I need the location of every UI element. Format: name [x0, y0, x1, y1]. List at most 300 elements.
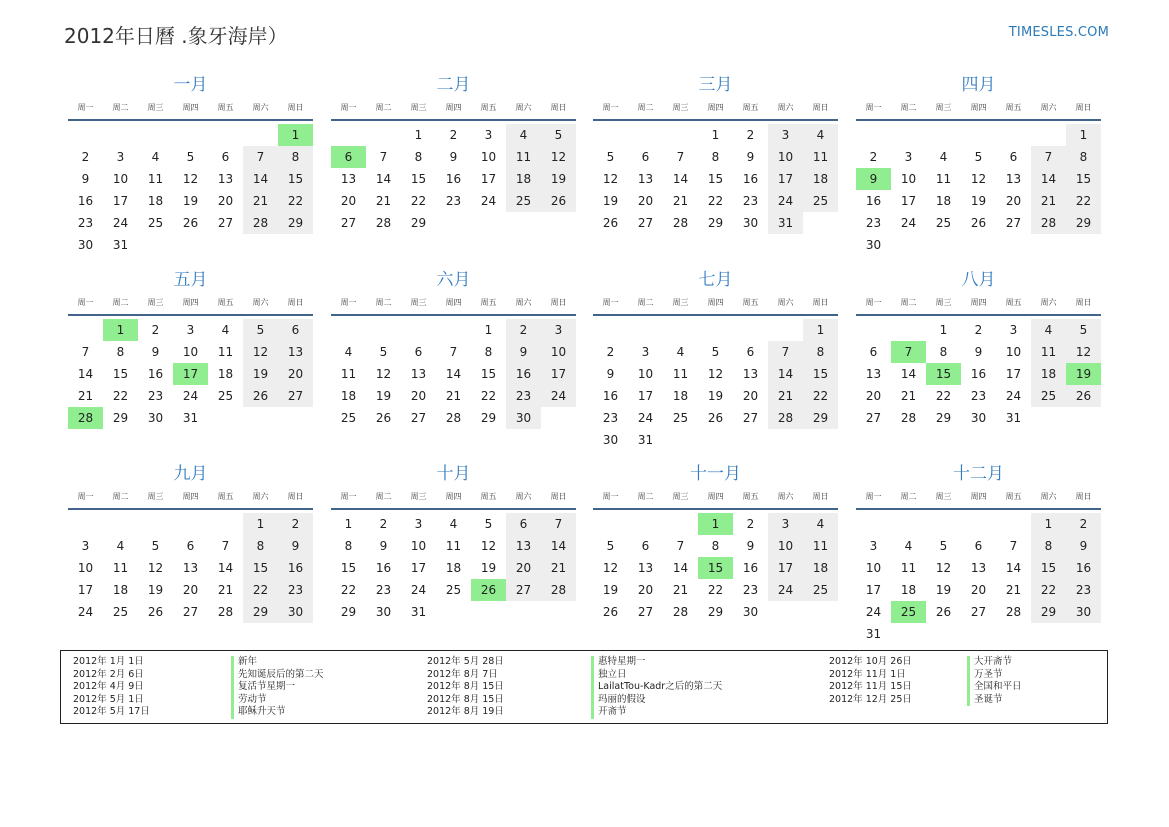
day-cell: 13 [742, 367, 759, 381]
month-block [856, 463, 1101, 641]
legend-date: 2012年 12月 25日 [829, 693, 912, 705]
day-cell: 8 [803, 341, 838, 363]
month-title: 三月 [698, 75, 733, 95]
day-cell: 12 [1066, 341, 1101, 363]
weekday-label: 周二 [637, 103, 654, 112]
day-cell: 2 [278, 513, 313, 535]
day-cell: 8 [278, 146, 313, 168]
holiday-day-cell: 15 [698, 557, 733, 579]
month-block [68, 74, 313, 252]
day-cell: 15 [707, 172, 724, 186]
day-cell: 8 [484, 345, 493, 359]
month-block [331, 74, 576, 230]
day-cell: 2 [379, 517, 388, 531]
day-cell: 14 [445, 367, 462, 381]
day-cell: 7 [768, 341, 803, 363]
month-block [856, 269, 1101, 425]
weekday-label: 周日 [550, 298, 567, 307]
weekday-label: 周六 [252, 492, 269, 501]
day-cell: 29 [278, 212, 313, 234]
day-cell: 18 [217, 367, 234, 381]
day-cell: 18 [340, 389, 357, 403]
day-cell: 13 [217, 172, 234, 186]
day-cell: 29 [340, 605, 357, 619]
day-cell: 4 [344, 345, 353, 359]
day-cell: 2 [746, 128, 755, 142]
weekday-label: 周六 [777, 103, 794, 112]
day-cell: 16 [77, 194, 94, 208]
month-block [68, 463, 313, 619]
weekday-label: 周一 [602, 298, 619, 307]
legend-date: 2012年 1月 1日 [73, 656, 144, 667]
day-cell: 14 [1031, 168, 1066, 190]
day-cell: 24 [865, 605, 882, 619]
day-cell: 29 [803, 407, 838, 429]
day-cell: 21 [1031, 190, 1066, 212]
day-cell: 20 [217, 194, 234, 208]
day-cell: 7 [676, 539, 685, 553]
weekday-label: 周三 [935, 103, 952, 112]
day-grid [331, 513, 576, 645]
day-cell: 19 [541, 168, 576, 190]
day-cell: 20 [340, 194, 357, 208]
day-cell: 10 [768, 535, 803, 557]
day-cell: 24 [182, 389, 199, 403]
day-cell: 13 [506, 535, 541, 557]
weekday-label: 周一 [340, 103, 357, 112]
day-cell: 10 [900, 172, 917, 186]
day-cell: 1 [1066, 124, 1101, 146]
holiday-day-cell: 6 [331, 146, 366, 168]
day-cell: 15 [480, 367, 497, 381]
day-cell: 4 [116, 539, 125, 553]
day-cell: 18 [672, 389, 689, 403]
legend-date: 2012年 8月 19日 [427, 706, 504, 717]
day-cell: 31 [1005, 411, 1022, 425]
day-cell: 27 [637, 605, 654, 619]
day-cell: 22 [340, 583, 357, 597]
day-cell: 9 [151, 345, 160, 359]
legend-holiday-name: 独立日 [591, 669, 627, 682]
weekday-label: 周五 [742, 298, 759, 307]
day-cell: 18 [935, 194, 952, 208]
month-block [856, 74, 1101, 252]
month-divider [331, 119, 576, 121]
month-divider [856, 508, 1101, 510]
day-cell: 4 [221, 323, 230, 337]
weekday-label: 周三 [410, 298, 427, 307]
day-cell: 23 [865, 216, 882, 230]
day-cell: 14 [375, 172, 392, 186]
weekday-label: 周三 [672, 492, 689, 501]
legend-date: 2012年 5月 1日 [73, 693, 144, 705]
day-cell: 10 [1005, 345, 1022, 359]
day-cell: 9 [746, 150, 755, 164]
day-grid [68, 319, 313, 451]
day-cell: 11 [506, 146, 541, 168]
day-cell: 6 [641, 150, 650, 164]
weekday-label: 周一 [865, 492, 882, 501]
day-cell: 14 [672, 172, 689, 186]
day-cell: 20 [410, 389, 427, 403]
weekday-label: 周四 [182, 103, 199, 112]
day-cell: 30 [77, 238, 94, 252]
day-cell: 23 [77, 216, 94, 230]
day-cell: 5 [939, 539, 948, 553]
legend-date: 2012年 5月 17日 [73, 706, 150, 717]
day-cell: 4 [506, 124, 541, 146]
day-cell: 19 [602, 583, 619, 597]
weekday-header [331, 296, 576, 310]
weekday-header [68, 101, 313, 115]
day-cell: 10 [410, 539, 427, 553]
weekday-label: 周五 [1005, 103, 1022, 112]
day-cell: 29 [410, 216, 427, 230]
day-cell: 14 [1005, 561, 1022, 575]
site-logo[interactable]: TIMESLES.COM [1008, 25, 1109, 40]
day-cell: 11 [112, 561, 129, 575]
day-cell: 2 [151, 323, 160, 337]
weekday-label: 周六 [1040, 298, 1057, 307]
day-cell: 6 [221, 150, 230, 164]
day-grid [593, 513, 838, 645]
day-cell: 28 [672, 216, 689, 230]
day-cell: 16 [147, 367, 164, 381]
day-cell: 25 [340, 411, 357, 425]
day-cell: 4 [1031, 319, 1066, 341]
day-cell: 24 [768, 579, 803, 601]
day-cell: 1 [243, 513, 278, 535]
day-cell: 6 [278, 319, 313, 341]
day-cell: 28 [445, 411, 462, 425]
day-cell: 22 [935, 389, 952, 403]
day-cell: 30 [602, 433, 619, 447]
day-cell: 3 [541, 319, 576, 341]
legend-holiday-name: 万圣节 [967, 669, 1003, 682]
weekday-label: 周四 [445, 103, 462, 112]
day-cell: 12 [602, 172, 619, 186]
weekday-label: 周五 [217, 103, 234, 112]
day-cell: 17 [768, 557, 803, 579]
day-cell: 2 [869, 150, 878, 164]
day-cell: 8 [711, 150, 720, 164]
month-title: 四月 [961, 75, 996, 95]
day-cell: 5 [711, 345, 720, 359]
legend-holiday-name: 新年 [231, 656, 257, 669]
day-cell: 23 [375, 583, 392, 597]
day-cell: 3 [186, 323, 195, 337]
day-cell: 22 [480, 389, 497, 403]
day-grid [593, 124, 838, 256]
day-cell: 22 [707, 194, 724, 208]
day-cell: 29 [935, 411, 952, 425]
legend-date: 2012年 4月 9日 [73, 681, 144, 692]
day-cell: 5 [606, 539, 615, 553]
day-cell: 17 [900, 194, 917, 208]
day-cell: 28 [217, 605, 234, 619]
day-cell: 23 [742, 194, 759, 208]
day-cell: 21 [77, 389, 94, 403]
page-title: 2012年日曆 .象牙海岸） [64, 24, 288, 48]
day-cell: 16 [1066, 557, 1101, 579]
day-cell: 7 [541, 513, 576, 535]
weekday-label: 周三 [935, 492, 952, 501]
day-cell: 6 [641, 539, 650, 553]
day-cell: 20 [742, 389, 759, 403]
day-cell: 22 [410, 194, 427, 208]
day-cell: 17 [112, 194, 129, 208]
day-cell: 3 [904, 150, 913, 164]
weekday-label: 周六 [777, 492, 794, 501]
weekday-label: 周四 [970, 103, 987, 112]
month-divider [68, 119, 313, 121]
day-cell: 15 [1031, 557, 1066, 579]
day-cell: 14 [217, 561, 234, 575]
weekday-label: 周六 [515, 103, 532, 112]
month-block [331, 463, 576, 619]
weekday-label: 周二 [900, 492, 917, 501]
day-cell: 27 [278, 385, 313, 407]
weekday-label: 周三 [410, 492, 427, 501]
weekday-header [856, 490, 1101, 504]
day-cell: 5 [541, 124, 576, 146]
day-cell: 30 [865, 238, 882, 252]
month-block [68, 269, 313, 425]
day-cell: 9 [606, 367, 615, 381]
weekday-label: 周四 [445, 298, 462, 307]
weekday-label: 周五 [742, 492, 759, 501]
day-cell: 7 [1009, 539, 1018, 553]
day-cell: 10 [768, 146, 803, 168]
weekday-label: 周一 [77, 103, 94, 112]
day-cell: 13 [182, 561, 199, 575]
day-cell: 18 [506, 168, 541, 190]
month-divider [856, 314, 1101, 316]
day-cell: 19 [147, 583, 164, 597]
month-block [593, 463, 838, 619]
weekday-label: 周三 [410, 103, 427, 112]
day-cell: 4 [904, 539, 913, 553]
month-title: 九月 [173, 464, 208, 484]
holiday-day-cell: 1 [278, 124, 313, 146]
day-cell: 24 [900, 216, 917, 230]
day-cell: 4 [676, 345, 685, 359]
day-cell: 16 [742, 172, 759, 186]
holiday-legend [60, 650, 1108, 724]
month-divider [331, 314, 576, 316]
weekday-label: 周五 [1005, 492, 1022, 501]
day-cell: 18 [803, 557, 838, 579]
weekday-label: 周三 [147, 492, 164, 501]
day-cell: 11 [1031, 341, 1066, 363]
weekday-label: 周四 [707, 492, 724, 501]
day-cell: 31 [637, 433, 654, 447]
weekday-label: 周四 [707, 298, 724, 307]
day-cell: 27 [410, 411, 427, 425]
day-cell: 2 [449, 128, 458, 142]
legend-date: 2012年 10月 26日 [829, 656, 912, 667]
day-cell: 6 [869, 345, 878, 359]
day-cell: 8 [116, 345, 125, 359]
day-cell: 25 [506, 190, 541, 212]
legend-holiday-name: 先知诞辰后的第二天 [231, 669, 324, 682]
day-cell: 10 [541, 341, 576, 363]
day-cell: 11 [803, 146, 838, 168]
weekday-label: 周五 [480, 103, 497, 112]
weekday-label: 周一 [865, 103, 882, 112]
day-cell: 16 [742, 561, 759, 575]
day-cell: 27 [742, 411, 759, 425]
day-cell: 14 [768, 363, 803, 385]
day-cell: 20 [865, 389, 882, 403]
day-cell: 3 [1009, 323, 1018, 337]
day-cell: 15 [340, 561, 357, 575]
day-cell: 18 [900, 583, 917, 597]
day-cell: 27 [1005, 216, 1022, 230]
day-cell: 22 [803, 385, 838, 407]
weekday-header [593, 296, 838, 310]
day-cell: 19 [182, 194, 199, 208]
weekday-label: 周六 [777, 298, 794, 307]
weekday-label: 周三 [935, 298, 952, 307]
day-cell: 5 [1066, 319, 1101, 341]
day-cell: 17 [768, 168, 803, 190]
day-cell: 6 [414, 345, 423, 359]
weekday-label: 周三 [147, 298, 164, 307]
day-cell: 31 [768, 212, 803, 234]
weekday-label: 周二 [900, 103, 917, 112]
day-cell: 29 [112, 411, 129, 425]
day-cell: 26 [147, 605, 164, 619]
day-grid [331, 124, 576, 256]
day-cell: 6 [186, 539, 195, 553]
day-cell: 20 [278, 363, 313, 385]
day-cell: 2 [974, 323, 983, 337]
day-cell: 18 [445, 561, 462, 575]
day-cell: 5 [484, 517, 493, 531]
holiday-day-cell: 7 [891, 341, 926, 363]
day-cell: 30 [742, 216, 759, 230]
month-block [331, 269, 576, 425]
day-cell: 24 [768, 190, 803, 212]
day-cell: 8 [939, 345, 948, 359]
weekday-label: 周日 [287, 103, 304, 112]
day-cell: 30 [375, 605, 392, 619]
day-cell: 11 [672, 367, 689, 381]
day-cell: 26 [707, 411, 724, 425]
day-cell: 13 [865, 367, 882, 381]
day-grid [856, 513, 1101, 645]
day-cell: 4 [803, 124, 838, 146]
weekday-label: 周日 [287, 298, 304, 307]
day-cell: 23 [1066, 579, 1101, 601]
day-cell: 22 [112, 389, 129, 403]
legend-holiday-name: 惠特星期一 [591, 656, 646, 669]
day-cell: 23 [506, 385, 541, 407]
day-cell: 28 [1005, 605, 1022, 619]
weekday-header [856, 296, 1101, 310]
day-cell: 18 [1031, 363, 1066, 385]
day-cell: 12 [147, 561, 164, 575]
day-cell: 20 [506, 557, 541, 579]
day-cell: 26 [602, 605, 619, 619]
weekday-label: 周四 [445, 492, 462, 501]
weekday-label: 周六 [252, 103, 269, 112]
weekday-label: 周日 [1075, 103, 1092, 112]
day-cell: 16 [602, 389, 619, 403]
day-cell: 22 [1066, 190, 1101, 212]
legend-holiday-name: 大开斋节 [967, 656, 1012, 669]
day-cell: 12 [541, 146, 576, 168]
day-cell: 11 [935, 172, 952, 186]
day-cell: 24 [480, 194, 497, 208]
day-grid [331, 319, 576, 451]
day-cell: 21 [768, 385, 803, 407]
legend-date: 2012年 8月 15日 [427, 693, 504, 705]
weekday-label: 周三 [672, 103, 689, 112]
weekday-header [68, 296, 313, 310]
day-cell: 11 [147, 172, 164, 186]
weekday-label: 周四 [182, 492, 199, 501]
day-cell: 2 [606, 345, 615, 359]
weekday-label: 周二 [112, 492, 129, 501]
day-cell: 7 [81, 345, 90, 359]
day-cell: 17 [865, 583, 882, 597]
legend-date: 2012年 11月 15日 [829, 681, 912, 692]
day-cell: 20 [182, 583, 199, 597]
day-cell: 21 [217, 583, 234, 597]
weekday-label: 周一 [77, 492, 94, 501]
day-cell: 12 [935, 561, 952, 575]
day-cell: 23 [742, 583, 759, 597]
weekday-label: 周五 [742, 103, 759, 112]
day-cell: 15 [112, 367, 129, 381]
day-cell: 5 [379, 345, 388, 359]
day-grid [68, 124, 313, 256]
holiday-day-cell: 1 [103, 319, 138, 341]
weekday-label: 周五 [217, 492, 234, 501]
weekday-label: 周一 [77, 298, 94, 307]
day-cell: 9 [974, 345, 983, 359]
day-cell: 1 [711, 128, 720, 142]
day-cell: 3 [641, 345, 650, 359]
day-cell: 14 [541, 535, 576, 557]
legend-holiday-name: 圣诞节 [967, 694, 1003, 707]
weekday-label: 周日 [812, 103, 829, 112]
day-cell: 20 [970, 583, 987, 597]
day-cell: 29 [707, 216, 724, 230]
day-cell: 31 [112, 238, 129, 252]
day-cell: 12 [707, 367, 724, 381]
day-cell: 17 [77, 583, 94, 597]
month-title: 十月 [436, 464, 471, 484]
month-divider [593, 119, 838, 121]
day-cell: 10 [865, 561, 882, 575]
day-cell: 12 [602, 561, 619, 575]
day-cell: 26 [243, 385, 278, 407]
month-divider [593, 508, 838, 510]
day-cell: 8 [344, 539, 353, 553]
day-cell: 6 [746, 345, 755, 359]
day-cell: 28 [243, 212, 278, 234]
weekday-label: 周五 [217, 298, 234, 307]
weekday-label: 周日 [1075, 298, 1092, 307]
day-cell: 27 [970, 605, 987, 619]
day-cell: 28 [768, 407, 803, 429]
day-cell: 21 [900, 389, 917, 403]
weekday-label: 周二 [375, 492, 392, 501]
legend-date: 2012年 11月 1日 [829, 668, 906, 680]
